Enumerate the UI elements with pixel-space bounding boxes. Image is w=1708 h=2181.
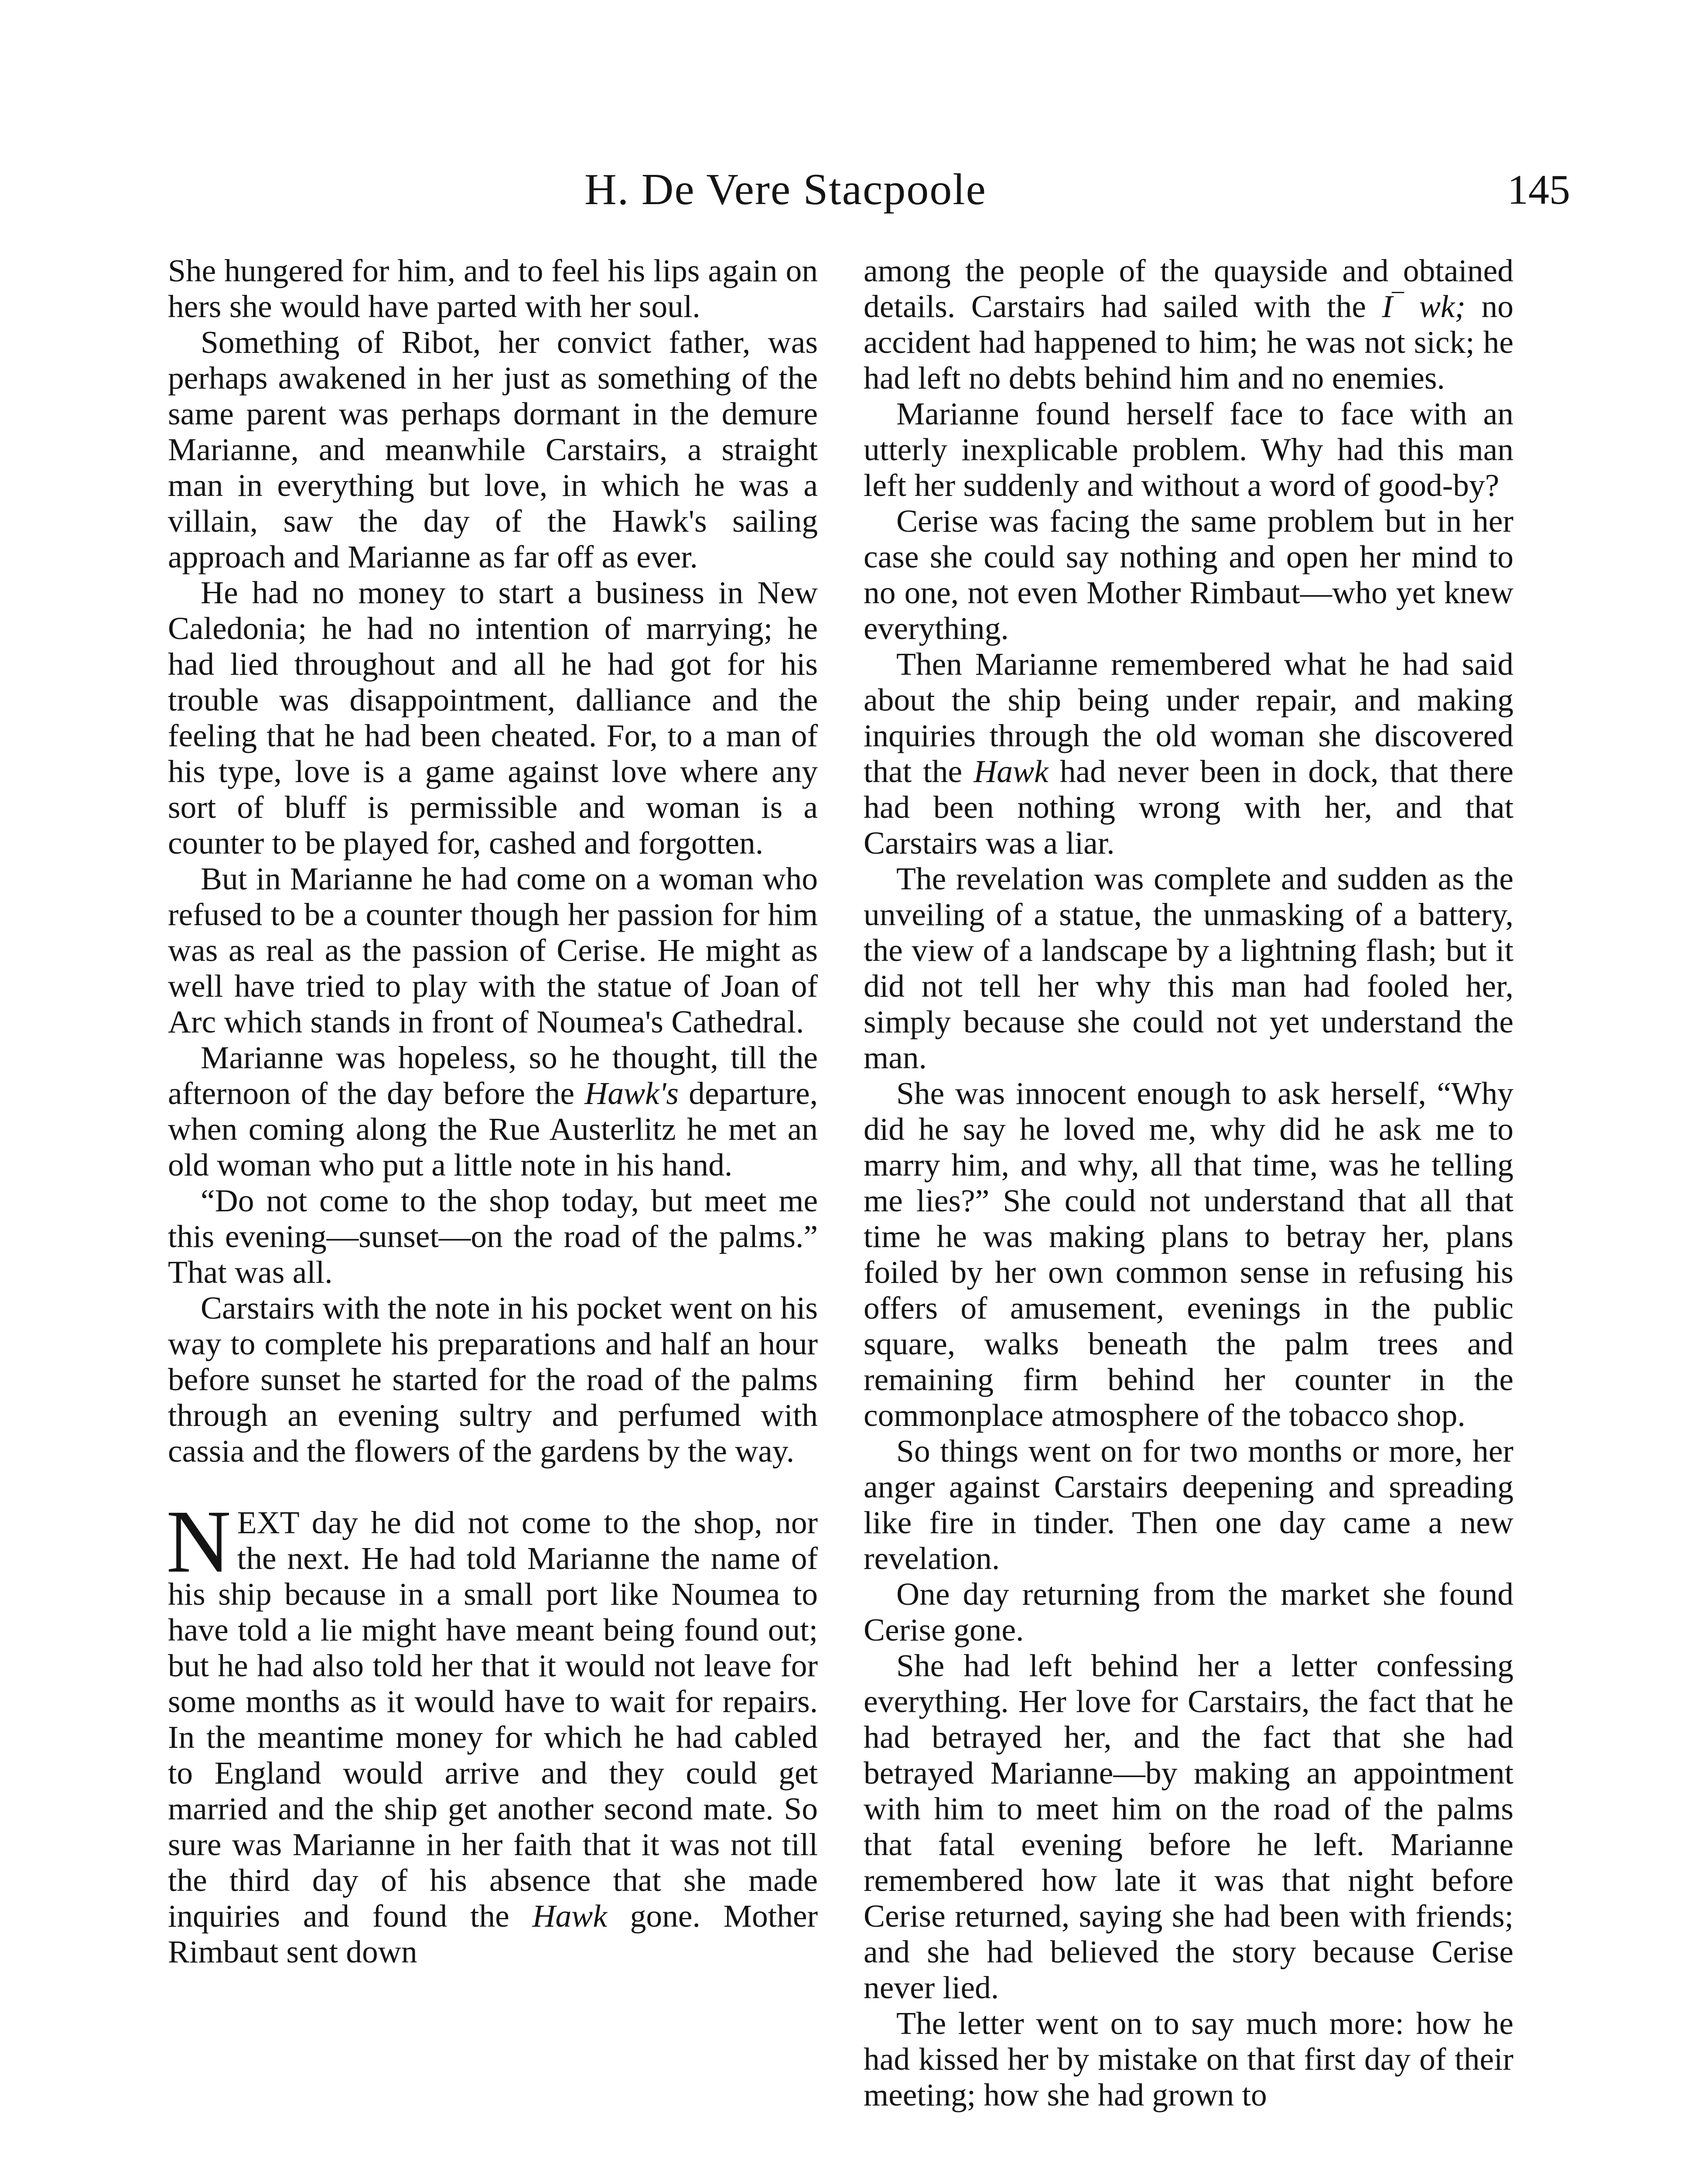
running-title: H. De Vere Stacpoole xyxy=(584,165,987,214)
right-column xyxy=(864,253,1513,2113)
text-run: among the people of the quayside and obtained details. Carstairs had sailed with the xyxy=(864,253,1513,324)
ship-name: I‾ wk; xyxy=(1382,289,1466,324)
ship-name: Hawk's xyxy=(584,1076,679,1111)
paragraph: So things went on for two months or more, her anger against Carstairs deepening and spreading like fire in tinder. Then one day came a new revelation. xyxy=(864,1433,1513,1576)
running-head xyxy=(0,164,1708,216)
text-run: had never been in dock, that there had been nothing wrong with her, and that Carstairs was a liar. xyxy=(864,754,1513,861)
ship-name: Hawk xyxy=(974,754,1049,789)
ship-name: Hawk xyxy=(532,1898,607,1934)
text-run: Then Marianne remembered what he had said about the ship being under repair, and making inquiries through the old woman she discovered that the xyxy=(864,646,1513,789)
page-number: 145 xyxy=(1507,166,1570,213)
paragraph: Cerise was facing the same problem but in her case she could say nothing and open her mind to no one, not even Mother Rimbaut—who yet knew everything. xyxy=(864,503,1513,646)
paragraph xyxy=(168,1040,818,1183)
drop-cap: N xyxy=(166,1491,231,1591)
paragraph: Carstairs with the note in his pocket went on his way to complete his preparations and half an hour before sunset he started for the road of the palms through an evening sultry and perfumed with cassia and the flowers of the gardens by the way. xyxy=(168,1290,818,1469)
text-run: departure, when coming along the Rue Austerlitz he met an old woman who put a little note in his hand. xyxy=(168,1076,818,1183)
paragraph: She hungered for him, and to feel his lips again on hers she would have parted with her soul. xyxy=(168,253,818,324)
paragraph: Something of Ribot, her convict father, was perhaps awakened in her just as something of the same parent was perhaps dormant in the demure Marianne, and meanwhile Carstairs, a straight man in everything but love, in which he was a villain, saw the day of the Hawk's sailing approach and Marianne as far off as ever. xyxy=(168,325,818,574)
paragraph xyxy=(864,646,1513,861)
paragraph: Marianne found herself face to face with an utterly inexplicable problem. Why had this man left her suddenly and without a word of good-by? xyxy=(864,396,1513,503)
paragraph xyxy=(864,253,1513,396)
left-column xyxy=(168,253,818,1970)
text-run: no accident had happened to him; he was not sick; he had left no debts behind him and no enemies. xyxy=(864,289,1513,396)
paragraph: But in Marianne he had come on a woman who refused to be a counter though her passion for him was as real as the passion of Cerise. He might as well have tried to play with the statue of Joan of Arc which stands in front of Noumea's Cathedral. xyxy=(168,861,818,1039)
paragraph: He had no money to start a business in New Caledonia; he had no intention of marrying; he had lied throughout and all he had got for his trouble was disappointment, dalliance and the feeling that he had been cheated. For, to a man of his type, love is a game against love where any sort of bluff is permissible and woman is a counter to be played for, cashed and forgotten. xyxy=(168,575,818,861)
paragraph: She was innocent enough to ask herself, “Why did he say he loved me, why did he ask me to marry him, and why, all that time, was he telling me lies?” She could not understand that all that time he was making plans to betray her, plans foiled by her own common sense in refusing his offers of amusement, evenings in the public square, walks beneath the palm trees and remaining firm behind her counter in the commonplace atmosphere of the tobacco shop. xyxy=(864,1076,1513,1433)
paragraph: The revelation was complete and sudden as the unveiling of a statue, the unmasking of a battery, the view of a landscape by a lightning flash; but it did not tell her why this man had fooled her, simply because she could not yet understand the man. xyxy=(864,861,1513,1075)
section-opening-paragraph xyxy=(166,1491,818,1970)
text-run: gone. Mother Rimbaut sent down xyxy=(168,1898,818,1969)
text-run: Marianne was hopeless, so he thought, till the afternoon of the day before the xyxy=(168,1040,818,1111)
paragraph: “Do not come to the shop today, but meet me this evening—sunset—on the road of the palms.” That was all. xyxy=(168,1183,818,1290)
paragraph: She had left behind her a letter confessing everything. Her love for Carstairs, the fact that he had betrayed her, and the fact that she had betrayed Marianne—by making an appointment with him to meet him on the road of the palms that fatal evening before he left. Marianne remembered how late it was that night before Cerise returned, saying she had been with friends; and she had believed the story because Cerise never lied. xyxy=(864,1648,1513,2005)
paragraph: One day returning from the market she found Cerise gone. xyxy=(864,1576,1513,1648)
text-run: EXT day he did not come to the shop, nor the next. He had told Marianne the name of his ship because in a small port like Noumea to have told a lie might have meant being found out; but he had also told her that it would not leave for some months as it would have to wait for repairs. In the meantime money for which he had cabled to England would arrive and they could get married and the ship get another second mate. So sure was Marianne in her faith that it was not till the third day of his absence that she made inquiries and found the xyxy=(168,1505,818,1934)
paragraph: The letter went on to say much more: how he had kissed her by mistake on that first day of their meeting; how she had grown to xyxy=(864,2006,1513,2113)
